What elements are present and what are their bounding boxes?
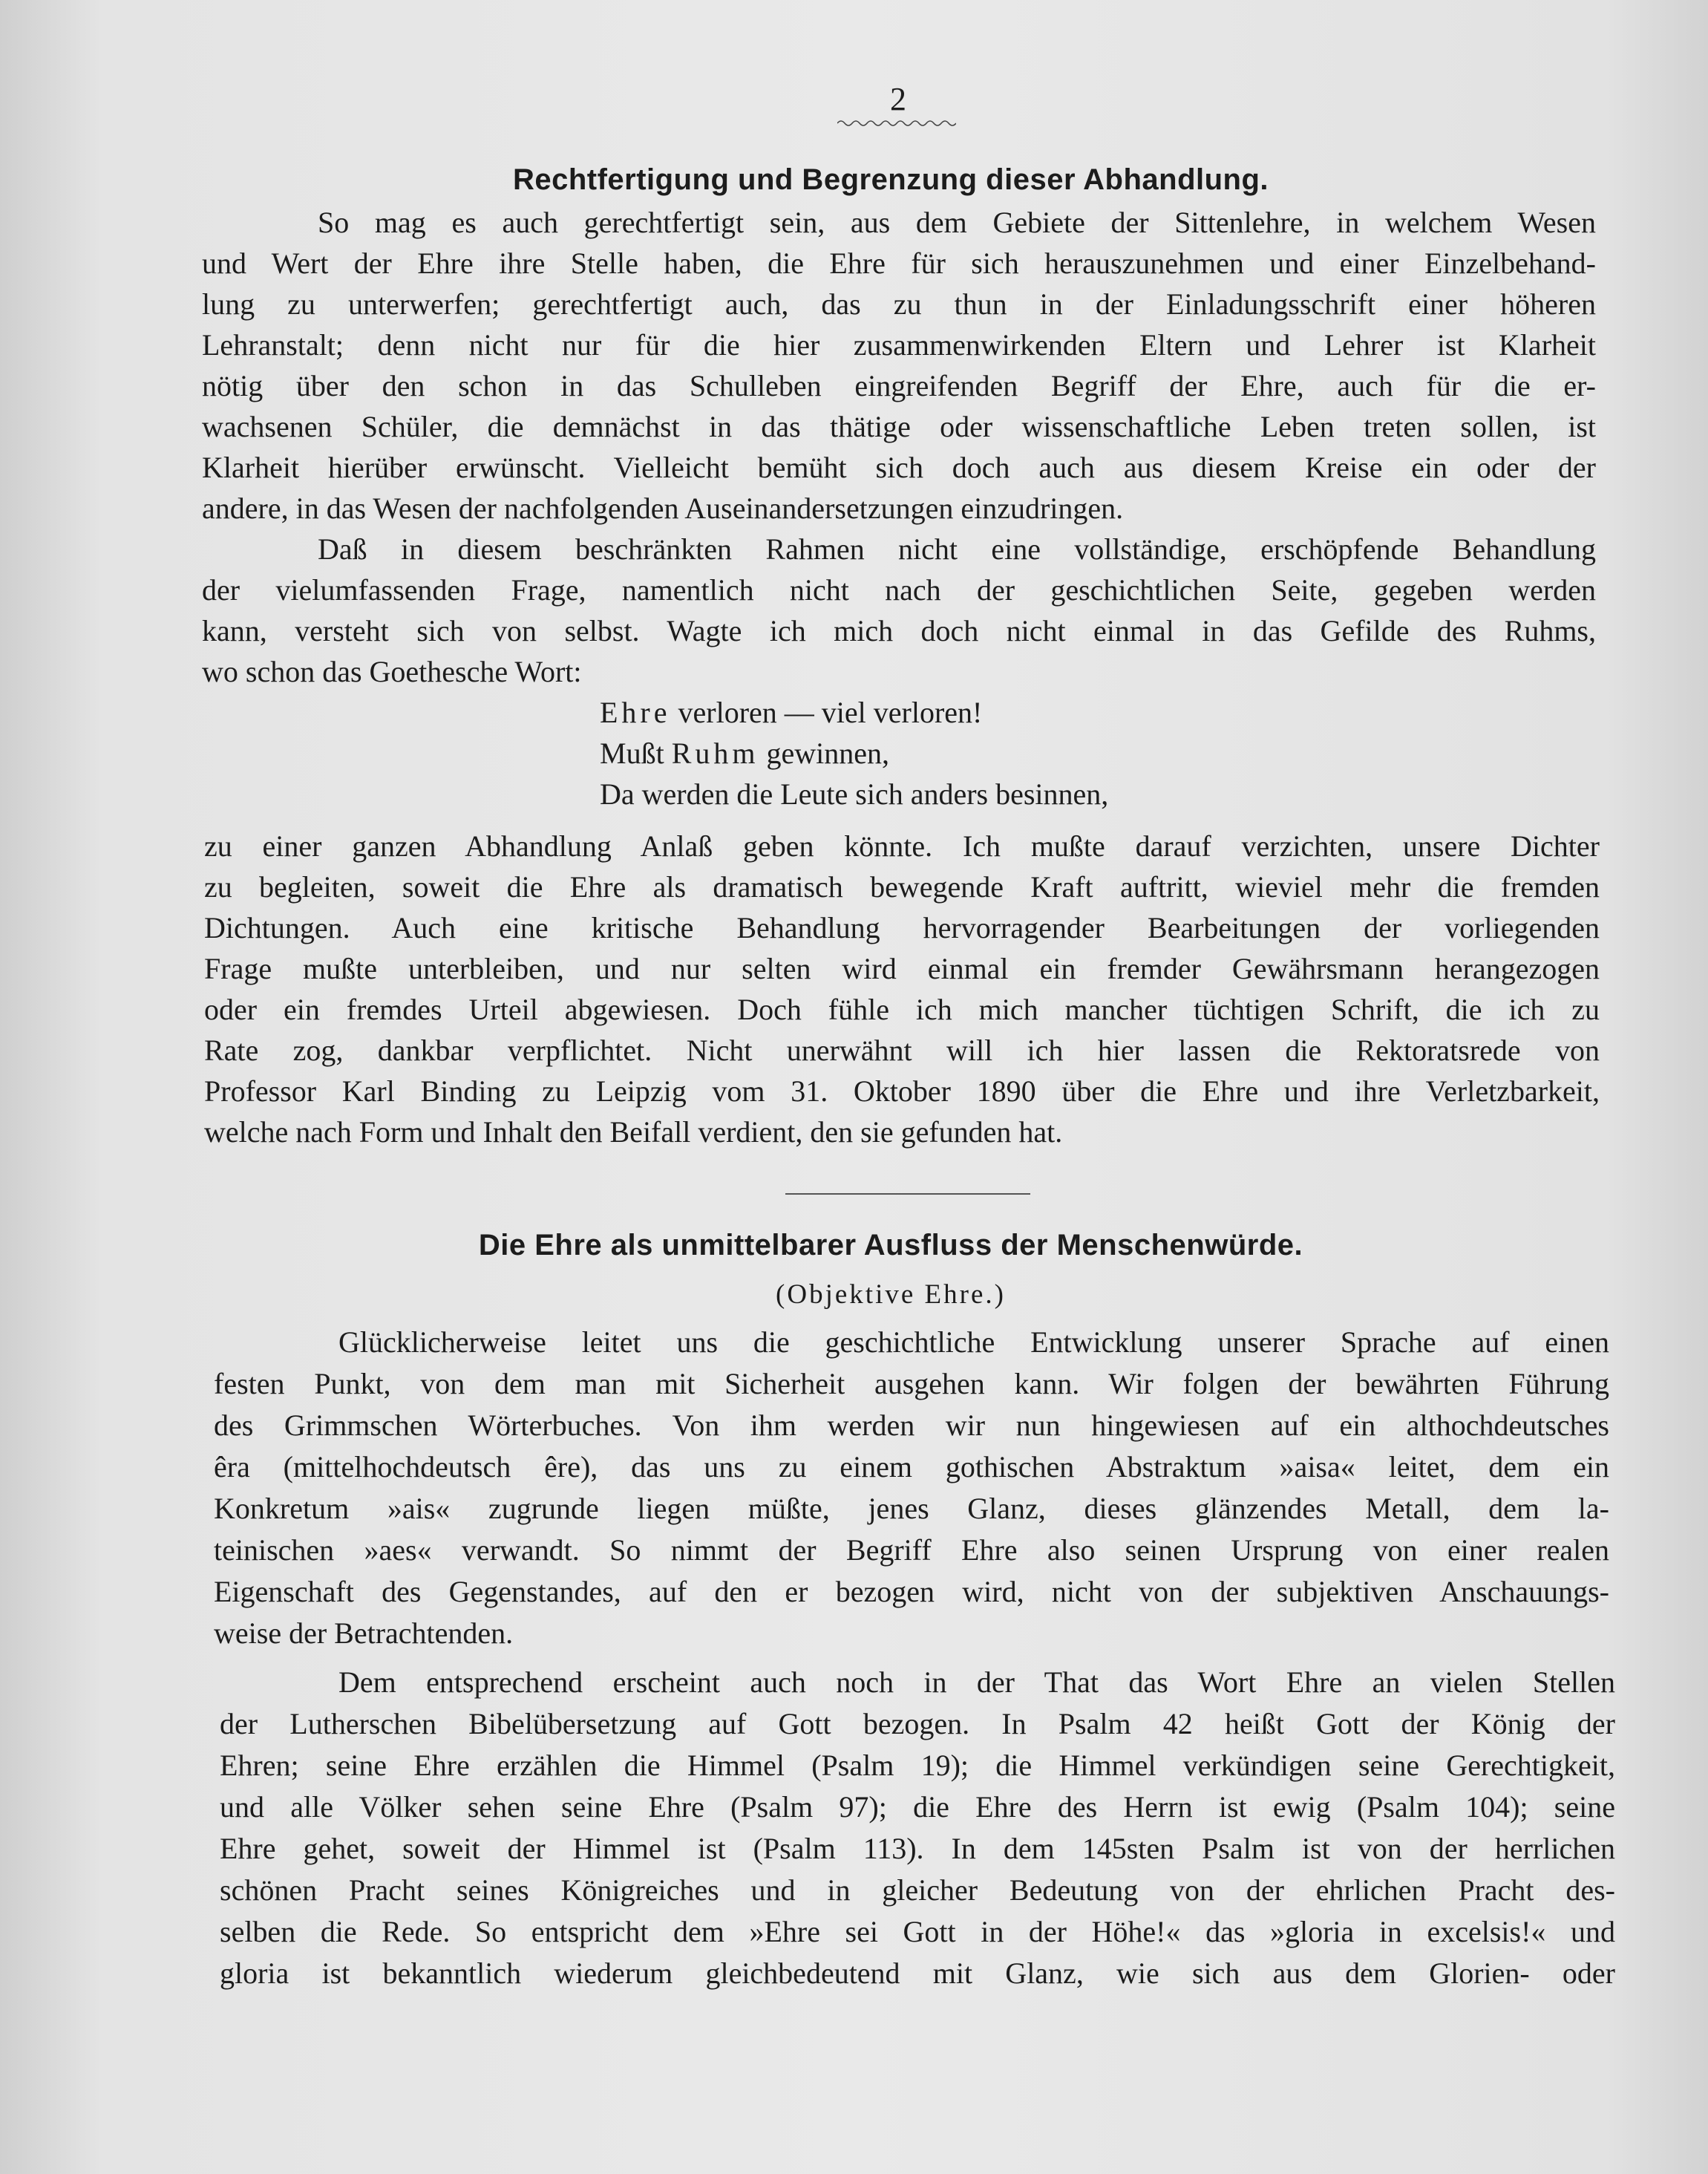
text-line: lung zu unterwerfen; gerechtfertigt auch, das zu thun in der Einladungsschrift einer höheren	[202, 287, 1596, 321]
text-line: Lehranstalt; denn nicht nur für die hier zusammenwirkenden Eltern und Lehrer ist Klarheit	[202, 328, 1596, 362]
text-line: Rate zog, dankbar verpflichtet. Nicht unerwähnt will ich hier lassen die Rektoratsrede von	[204, 1034, 1600, 1067]
verse-emphasis-ehre: Ehre	[600, 696, 671, 729]
decorative-wave-ornament	[837, 119, 956, 128]
text-line: teinischen »aes« verwandt. So nimmt der Begriff Ehre also seinen Ursprung von einer realen	[214, 1533, 1609, 1567]
text-line: wo schon das Goethesche Wort:	[202, 655, 582, 688]
verse-text: verloren — viel verloren!	[678, 696, 983, 729]
text-line: nötig über den schon in das Schulleben eingreifenden Begriff der Ehre, auch für die er-	[202, 369, 1596, 402]
verse-line-3: Da werden die Leute sich anders besinnen,	[600, 777, 1109, 811]
text-line: oder ein fremdes Urteil abgewiesen. Doch fühle ich mich mancher tüchtigen Schrift, die ich zu	[204, 993, 1600, 1026]
text-line: Konkretum »ais« zugrunde liegen müßte, jenes Glanz, dieses glänzendes Metall, dem la-	[214, 1492, 1609, 1525]
text-line: welche nach Form und Inhalt den Beifall verdient, den sie gefunden hat.	[204, 1115, 1063, 1149]
text-line: des Grimmschen Wörterbuches. Von ihm werden wir nun hingewiesen auf ein althochdeutsches	[214, 1408, 1609, 1442]
text-line: zu begleiten, soweit die Ehre als dramatisch bewegende Kraft auftritt, wieviel mehr die fremden	[204, 870, 1600, 904]
text-line: So mag es auch gerechtfertigt sein, aus dem Gebiete der Sittenlehre, in welchem Wesen	[318, 206, 1596, 239]
verse-text: Mußt	[600, 737, 664, 770]
text-line: wachsenen Schüler, die demnächst in das thätige oder wissenschaftliche Leben treten sollen, ist	[202, 410, 1596, 443]
text-line: selben die Rede. So entspricht dem »Ehre sei Gott in der Höhe!« das »gloria in excelsis!« und	[220, 1915, 1615, 1948]
text-line: Daß in diesem beschränkten Rahmen nicht eine vollständige, erschöpfende Behandlung	[318, 532, 1596, 566]
section-divider	[785, 1193, 1030, 1195]
verse-text: gewinnen,	[766, 737, 889, 770]
text-line: Eigenschaft des Gegenstandes, auf den er bezogen wird, nicht von der subjektiven Anschauungs-	[214, 1575, 1609, 1608]
text-line: Frage mußte unterbleiben, und nur selten wird einmal ein fremder Gewährsmann herangezogen	[204, 952, 1600, 985]
section-heading-justification: Rechtfertigung und Begrenzung dieser Abhandlung.	[512, 163, 1269, 196]
text-line: festen Punkt, von dem man mit Sicherheit ausgehen kann. Wir folgen der bewährten Führung	[214, 1367, 1609, 1400]
page-number: 2	[890, 81, 906, 117]
section-heading-objective-honor: Die Ehre als unmittelbarer Ausfluss der Menschenwürde.	[478, 1229, 1303, 1261]
text-line: und alle Völker sehen seine Ehre (Psalm 97); die Ehre des Herrn ist ewig (Psalm 104); seine	[220, 1790, 1615, 1824]
text-line: der vielumfassenden Frage, namentlich nicht nach der geschichtlichen Seite, gegeben werden	[202, 573, 1596, 607]
text-line: Ehren; seine Ehre erzählen die Himmel (Psalm 19); die Himmel verkündigen seine Gerechtigkeit,	[220, 1749, 1615, 1782]
text-line: Glücklicherweise leitet uns die geschichtliche Entwicklung unserer Sprache auf einen	[338, 1325, 1609, 1359]
text-line: Professor Karl Binding zu Leipzig vom 31. Oktober 1890 über die Ehre und ihre Verletzbarkeit,	[204, 1074, 1600, 1108]
text-line: weise der Betrachtenden.	[214, 1616, 514, 1650]
verse-line-2	[600, 733, 1342, 774]
text-line: Dem entsprechend erscheint auch noch in der That das Wort Ehre an vielen Stellen	[338, 1665, 1615, 1699]
verse-line-1	[600, 692, 1342, 734]
text-line: andere, in das Wesen der nachfolgenden Auseinandersetzungen einzudringen.	[202, 492, 1124, 525]
text-line: Klarheit hierüber erwünscht. Vielleicht bemüht sich doch auch aus diesem Kreise ein oder der	[202, 451, 1596, 484]
text-line: der Lutherschen Bibelübersetzung auf Gott bezogen. In Psalm 42 heißt Gott der König der	[220, 1707, 1615, 1740]
text-line: und Wert der Ehre ihre Stelle haben, die Ehre für sich herauszunehmen und einer Einzelbehand-	[202, 247, 1596, 280]
text-line: schönen Pracht seines Königreiches und in gleicher Bedeutung von der ehrlichen Pracht des-	[220, 1873, 1615, 1907]
text-line: kann, versteht sich von selbst. Wagte ich mich doch nicht einmal in das Gefilde des Ruhms,	[202, 614, 1596, 647]
text-line: Ehre gehet, soweit der Himmel ist (Psalm 113). In dem 145sten Psalm ist von der herrlichen	[220, 1832, 1615, 1865]
verse-emphasis-ruhm: Ruhm	[671, 737, 759, 770]
text-line: gloria ist bekanntlich wiederum gleichbedeutend mit Glanz, wie sich aus dem Glorien- oder	[220, 1956, 1615, 1990]
section-subheading: (Objektive Ehre.)	[776, 1279, 1006, 1310]
text-line: êra (mittelhochdeutsch êre), das uns zu einem gothischen Abstraktum »aisa« leitet, dem ein	[214, 1450, 1609, 1483]
text-line: Dichtungen. Auch eine kritische Behandlung hervorragender Bearbeitungen der vorliegenden	[204, 911, 1600, 944]
text-line: zu einer ganzen Abhandlung Anlaß geben könnte. Ich mußte darauf verzichten, unsere Dichter	[204, 829, 1600, 863]
